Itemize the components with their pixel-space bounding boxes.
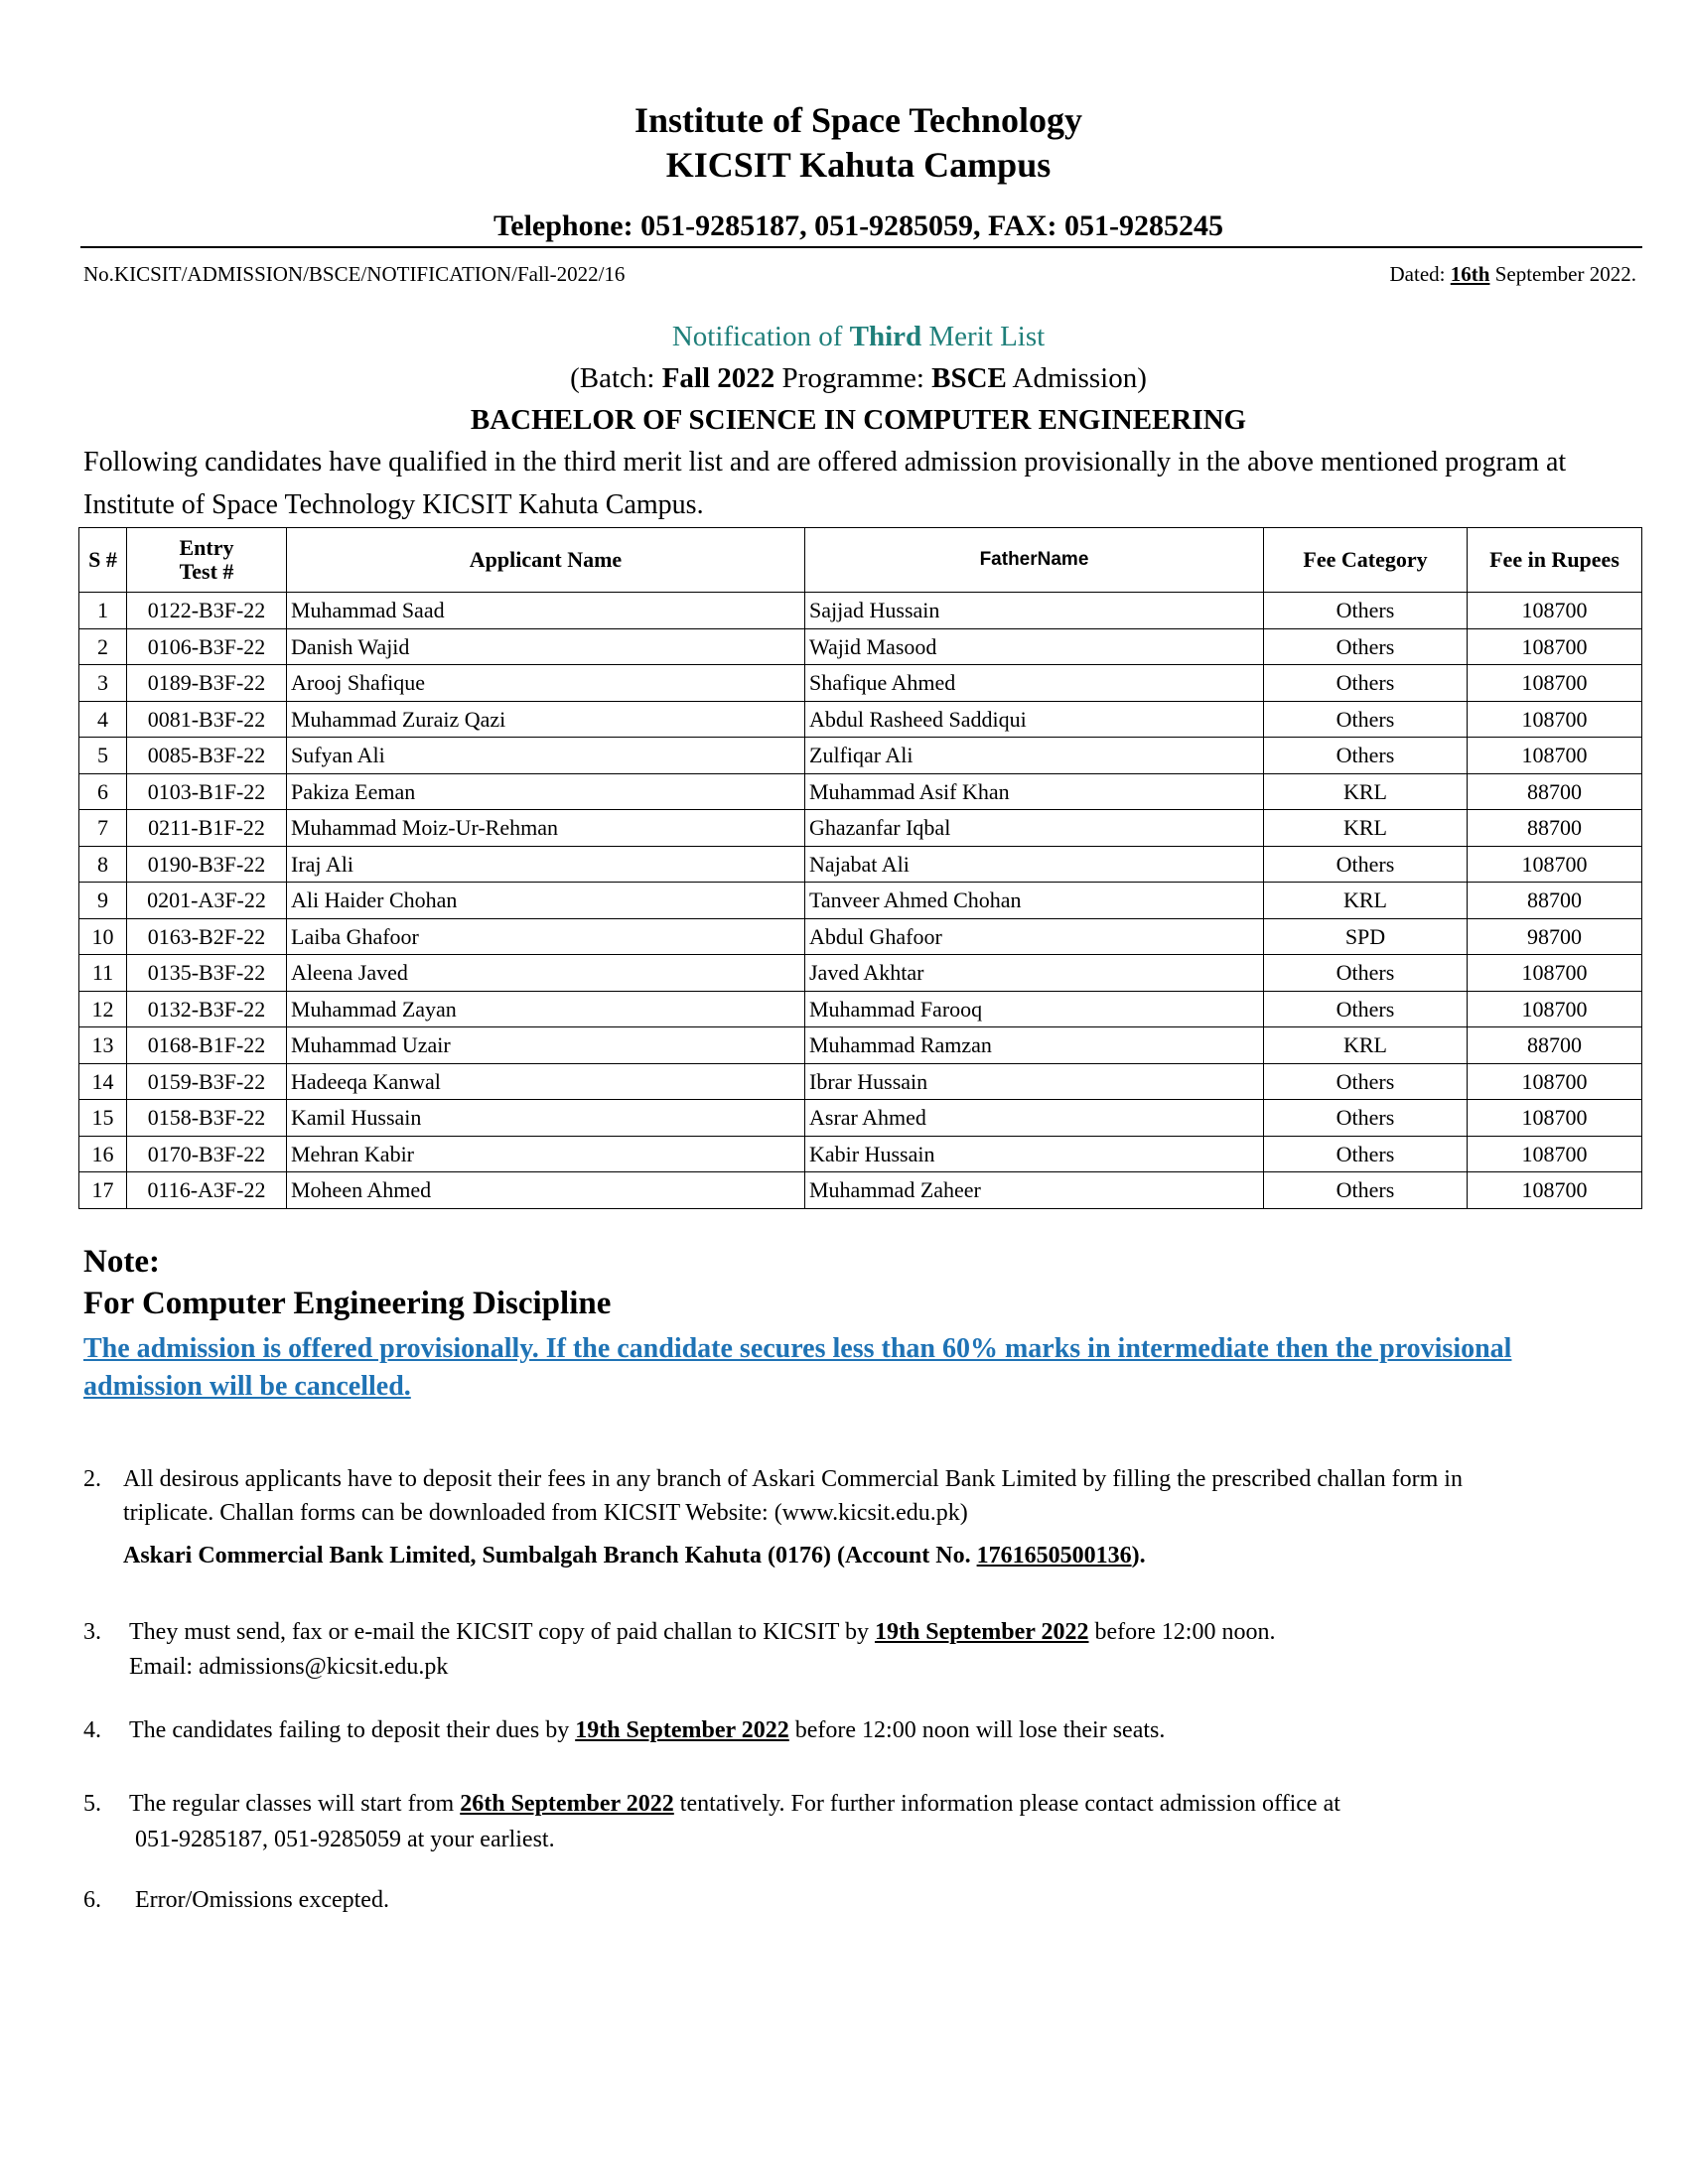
table-row bbox=[79, 1136, 1642, 1172]
provisional-warning: The admission is offered provisionally. If the candidate secures less than 60% marks in intermediate then the provisional admission will be cancelled. bbox=[83, 1333, 1512, 1402]
intro-paragraph: Following candidates have qualified in the third merit list and are offered admission provisionally in the above mentioned program at Institute of Space Technology KICSIT Kahuta Campus. bbox=[83, 447, 1567, 520]
note-heading: Note: bbox=[83, 1244, 160, 1280]
cell-applicant-name: Ali Haider Chohan bbox=[287, 883, 805, 919]
cell-father-name: Javed Akhtar bbox=[805, 955, 1264, 992]
item-3-number: 3. bbox=[83, 1619, 101, 1645]
cell-fee-category: KRL bbox=[1264, 1027, 1468, 1064]
cell-sno: 11 bbox=[79, 955, 127, 992]
cell-sno: 16 bbox=[79, 1136, 127, 1172]
cell-fee-category: Others bbox=[1264, 1172, 1468, 1209]
programme-suffix: Admission) bbox=[1006, 362, 1147, 394]
header-entry-test bbox=[127, 528, 287, 593]
item-4-number: 4. bbox=[83, 1717, 101, 1743]
batch-value: Fall 2022 bbox=[661, 362, 775, 394]
item-6-text: Error/Omissions excepted. bbox=[135, 1887, 389, 1913]
table-header-row bbox=[79, 528, 1642, 593]
item-6-number: 6. bbox=[83, 1887, 101, 1913]
cell-applicant-name: Iraj Ali bbox=[287, 846, 805, 883]
cell-fee-category: Others bbox=[1264, 955, 1468, 992]
table-row bbox=[79, 918, 1642, 955]
item-4-date: 19th September 2022 bbox=[575, 1717, 789, 1743]
item-5-suffix: tentatively. For further information please contact admission office at bbox=[673, 1791, 1340, 1817]
cell-applicant-name: Moheen Ahmed bbox=[287, 1172, 805, 1209]
programme-value: BSCE bbox=[931, 362, 1007, 394]
merit-list-body bbox=[79, 593, 1642, 1209]
cell-entry-test: 0189-B3F-22 bbox=[127, 665, 287, 702]
table-row bbox=[79, 701, 1642, 738]
cell-entry-test: 0158-B3F-22 bbox=[127, 1100, 287, 1137]
item-3-date: 19th September 2022 bbox=[874, 1619, 1089, 1645]
cell-sno: 1 bbox=[79, 593, 127, 629]
cell-applicant-name: Sufyan Ali bbox=[287, 738, 805, 774]
table-row bbox=[79, 883, 1642, 919]
item-3-suffix: before 12:00 noon. bbox=[1088, 1619, 1276, 1645]
cell-fee-rupees: 88700 bbox=[1468, 883, 1642, 919]
cell-fee-rupees: 108700 bbox=[1468, 1136, 1642, 1172]
cell-applicant-name: Arooj Shafique bbox=[287, 665, 805, 702]
header-entry-line1: Entry bbox=[179, 535, 234, 560]
cell-father-name: Muhammad Farooq bbox=[805, 991, 1264, 1027]
cell-sno: 12 bbox=[79, 991, 127, 1027]
bank-suffix: ). bbox=[1131, 1543, 1146, 1569]
cell-father-name: Muhammad Asif Khan bbox=[805, 773, 1264, 810]
cell-father-name: Wajid Masood bbox=[805, 628, 1264, 665]
dated-line bbox=[1390, 260, 1636, 288]
cell-fee-category: Others bbox=[1264, 1100, 1468, 1137]
cell-applicant-name: Muhammad Zuraiz Qazi bbox=[287, 701, 805, 738]
item-4-text bbox=[129, 1713, 1165, 1747]
cell-entry-test: 0122-B3F-22 bbox=[127, 593, 287, 629]
table-row bbox=[79, 593, 1642, 629]
cell-entry-test: 0116-A3F-22 bbox=[127, 1172, 287, 1209]
cell-father-name: Abdul Rasheed Saddiqui bbox=[805, 701, 1264, 738]
table-row bbox=[79, 665, 1642, 702]
cell-father-name: Shafique Ahmed bbox=[805, 665, 1264, 702]
cell-applicant-name: Hadeeqa Kanwal bbox=[287, 1063, 805, 1100]
cell-applicant-name: Muhammad Uzair bbox=[287, 1027, 805, 1064]
header-entry-line2: Test # bbox=[179, 559, 234, 584]
cell-fee-category: KRL bbox=[1264, 810, 1468, 847]
cell-fee-rupees: 98700 bbox=[1468, 918, 1642, 955]
cell-fee-rupees: 108700 bbox=[1468, 701, 1642, 738]
cell-applicant-name: Danish Wajid bbox=[287, 628, 805, 665]
cell-sno: 7 bbox=[79, 810, 127, 847]
cell-sno: 9 bbox=[79, 883, 127, 919]
header-divider bbox=[80, 246, 1642, 248]
header-father-name: FatherName bbox=[805, 528, 1264, 593]
cell-applicant-name: Kamil Hussain bbox=[287, 1100, 805, 1137]
cell-sno: 6 bbox=[79, 773, 127, 810]
cell-sno: 8 bbox=[79, 846, 127, 883]
cell-father-name: Abdul Ghafoor bbox=[805, 918, 1264, 955]
cell-father-name: Tanveer Ahmed Chohan bbox=[805, 883, 1264, 919]
table-row bbox=[79, 810, 1642, 847]
cell-applicant-name: Mehran Kabir bbox=[287, 1136, 805, 1172]
cell-applicant-name: Aleena Javed bbox=[287, 955, 805, 992]
cell-fee-rupees: 108700 bbox=[1468, 846, 1642, 883]
cell-father-name: Zulfiqar Ali bbox=[805, 738, 1264, 774]
cell-fee-rupees: 108700 bbox=[1468, 991, 1642, 1027]
program-title: BACHELOR OF SCIENCE IN COMPUTER ENGINEERING bbox=[470, 404, 1247, 436]
cell-father-name: Ghazanfar Iqbal bbox=[805, 810, 1264, 847]
table-row bbox=[79, 1027, 1642, 1064]
note-subheading: For Computer Engineering Discipline bbox=[83, 1286, 612, 1321]
cell-entry-test: 0132-B3F-22 bbox=[127, 991, 287, 1027]
cell-fee-category: Others bbox=[1264, 846, 1468, 883]
cell-fee-rupees: 108700 bbox=[1468, 593, 1642, 629]
notification-title bbox=[0, 318, 1688, 355]
notification-title-bold: Third bbox=[849, 321, 922, 352]
cell-father-name: Sajjad Hussain bbox=[805, 593, 1264, 629]
cell-applicant-name: Muhammad Moiz-Ur-Rehman bbox=[287, 810, 805, 847]
cell-entry-test: 0211-B1F-22 bbox=[127, 810, 287, 847]
cell-fee-category: Others bbox=[1264, 628, 1468, 665]
cell-entry-test: 0170-B3F-22 bbox=[127, 1136, 287, 1172]
header-fee-category: Fee Category bbox=[1264, 528, 1468, 593]
item-5-date: 26th September 2022 bbox=[460, 1791, 674, 1817]
item-3-text bbox=[129, 1615, 1275, 1649]
cell-entry-test: 0085-B3F-22 bbox=[127, 738, 287, 774]
cell-applicant-name: Pakiza Eeman bbox=[287, 773, 805, 810]
cell-father-name: Kabir Hussain bbox=[805, 1136, 1264, 1172]
cell-fee-rupees: 88700 bbox=[1468, 773, 1642, 810]
cell-father-name: Ibrar Hussain bbox=[805, 1063, 1264, 1100]
cell-father-name: Asrar Ahmed bbox=[805, 1100, 1264, 1137]
table-row bbox=[79, 1100, 1642, 1137]
item-5-number: 5. bbox=[83, 1791, 101, 1817]
cell-entry-test: 0159-B3F-22 bbox=[127, 1063, 287, 1100]
item-2-number: 2. bbox=[83, 1466, 101, 1492]
dated-rest: September 2022. bbox=[1489, 262, 1636, 286]
cell-sno: 15 bbox=[79, 1100, 127, 1137]
bank-prefix: Askari Commercial Bank Limited, Sumbalgah Branch Kahuta (0176) (Account No. bbox=[123, 1543, 977, 1569]
table-row bbox=[79, 991, 1642, 1027]
reference-number: No.KICSIT/ADMISSION/BSCE/NOTIFICATION/Fall-2022/16 bbox=[83, 262, 626, 286]
cell-entry-test: 0168-B1F-22 bbox=[127, 1027, 287, 1064]
cell-fee-category: SPD bbox=[1264, 918, 1468, 955]
programme-prefix: Programme: bbox=[774, 362, 932, 394]
cell-fee-rupees: 108700 bbox=[1468, 665, 1642, 702]
cell-father-name: Najabat Ali bbox=[805, 846, 1264, 883]
cell-father-name: Muhammad Ramzan bbox=[805, 1027, 1264, 1064]
cell-fee-category: Others bbox=[1264, 738, 1468, 774]
notification-title-suffix: Merit List bbox=[921, 321, 1046, 352]
cell-fee-category: Others bbox=[1264, 665, 1468, 702]
header-fee-rupees: Fee in Rupees bbox=[1468, 528, 1642, 593]
cell-applicant-name: Muhammad Saad bbox=[287, 593, 805, 629]
cell-sno: 3 bbox=[79, 665, 127, 702]
cell-sno: 17 bbox=[79, 1172, 127, 1209]
cell-fee-rupees: 108700 bbox=[1468, 738, 1642, 774]
item-5-phone: 051-9285187, 051-9285059 at your earliest. bbox=[135, 1827, 555, 1852]
cell-entry-test: 0103-B1F-22 bbox=[127, 773, 287, 810]
cell-fee-rupees: 108700 bbox=[1468, 955, 1642, 992]
header-sno: S # bbox=[79, 528, 127, 593]
campus-name: KICSIT Kahuta Campus bbox=[665, 145, 1052, 185]
cell-fee-rupees: 108700 bbox=[1468, 1100, 1642, 1137]
cell-sno: 5 bbox=[79, 738, 127, 774]
institute-name: Institute of Space Technology bbox=[633, 100, 1083, 140]
item-5-text bbox=[129, 1787, 1340, 1821]
cell-entry-test: 0201-A3F-22 bbox=[127, 883, 287, 919]
table-row bbox=[79, 1063, 1642, 1100]
dated-prefix: Dated: bbox=[1389, 262, 1451, 286]
table-row bbox=[79, 955, 1642, 992]
header-applicant-name: Applicant Name bbox=[287, 528, 805, 593]
cell-applicant-name: Muhammad Zayan bbox=[287, 991, 805, 1027]
cell-entry-test: 0081-B3F-22 bbox=[127, 701, 287, 738]
notification-title-prefix: Notification of bbox=[671, 321, 850, 352]
item-3-prefix: They must send, fax or e-mail the KICSIT copy of paid challan to KICSIT by bbox=[129, 1619, 875, 1645]
cell-fee-category: KRL bbox=[1264, 883, 1468, 919]
dated-day: 16th bbox=[1450, 262, 1490, 286]
cell-sno: 13 bbox=[79, 1027, 127, 1064]
cell-sno: 14 bbox=[79, 1063, 127, 1100]
cell-sno: 2 bbox=[79, 628, 127, 665]
cell-fee-category: Others bbox=[1264, 593, 1468, 629]
item-5-prefix: The regular classes will start from bbox=[129, 1791, 461, 1817]
item-2-text: All desirous applicants have to deposit their fees in any branch of Askari Commercial Bank Limited by filling the prescribed challan form in triplicate. Challan forms can be downloaded from KICSIT Website: (www.kicsit.edu.pk) bbox=[123, 1466, 1463, 1526]
batch-line bbox=[0, 359, 1688, 397]
table-row bbox=[79, 846, 1642, 883]
item-4-prefix: The candidates failing to deposit their dues by bbox=[129, 1717, 576, 1743]
table-row bbox=[79, 1172, 1642, 1209]
cell-entry-test: 0135-B3F-22 bbox=[127, 955, 287, 992]
merit-list-table bbox=[78, 527, 1642, 1209]
bank-account-line bbox=[123, 1539, 1146, 1572]
cell-entry-test: 0106-B3F-22 bbox=[127, 628, 287, 665]
cell-fee-rupees: 88700 bbox=[1468, 1027, 1642, 1064]
cell-fee-category: Others bbox=[1264, 1063, 1468, 1100]
cell-fee-category: Others bbox=[1264, 1136, 1468, 1172]
cell-fee-category: Others bbox=[1264, 991, 1468, 1027]
cell-entry-test: 0163-B2F-22 bbox=[127, 918, 287, 955]
cell-fee-category: Others bbox=[1264, 701, 1468, 738]
cell-fee-rupees: 108700 bbox=[1468, 1063, 1642, 1100]
table-row bbox=[79, 628, 1642, 665]
bank-account-number: 1761650500136 bbox=[976, 1543, 1132, 1569]
cell-father-name: Muhammad Zaheer bbox=[805, 1172, 1264, 1209]
telephone-line: Telephone: 051-9285187, 051-9285059, FAX: 051-9285245 bbox=[493, 209, 1223, 242]
batch-prefix: (Batch: bbox=[570, 362, 662, 394]
cell-fee-category: KRL bbox=[1264, 773, 1468, 810]
table-row bbox=[79, 773, 1642, 810]
cell-fee-rupees: 88700 bbox=[1468, 810, 1642, 847]
table-row bbox=[79, 738, 1642, 774]
cell-fee-rupees: 108700 bbox=[1468, 1172, 1642, 1209]
cell-entry-test: 0190-B3F-22 bbox=[127, 846, 287, 883]
cell-fee-rupees: 108700 bbox=[1468, 628, 1642, 665]
cell-sno: 4 bbox=[79, 701, 127, 738]
cell-sno: 10 bbox=[79, 918, 127, 955]
cell-applicant-name: Laiba Ghafoor bbox=[287, 918, 805, 955]
item-4-suffix: before 12:00 noon will lose their seats. bbox=[788, 1717, 1166, 1743]
admissions-email: Email: admissions@kicsit.edu.pk bbox=[129, 1654, 449, 1680]
